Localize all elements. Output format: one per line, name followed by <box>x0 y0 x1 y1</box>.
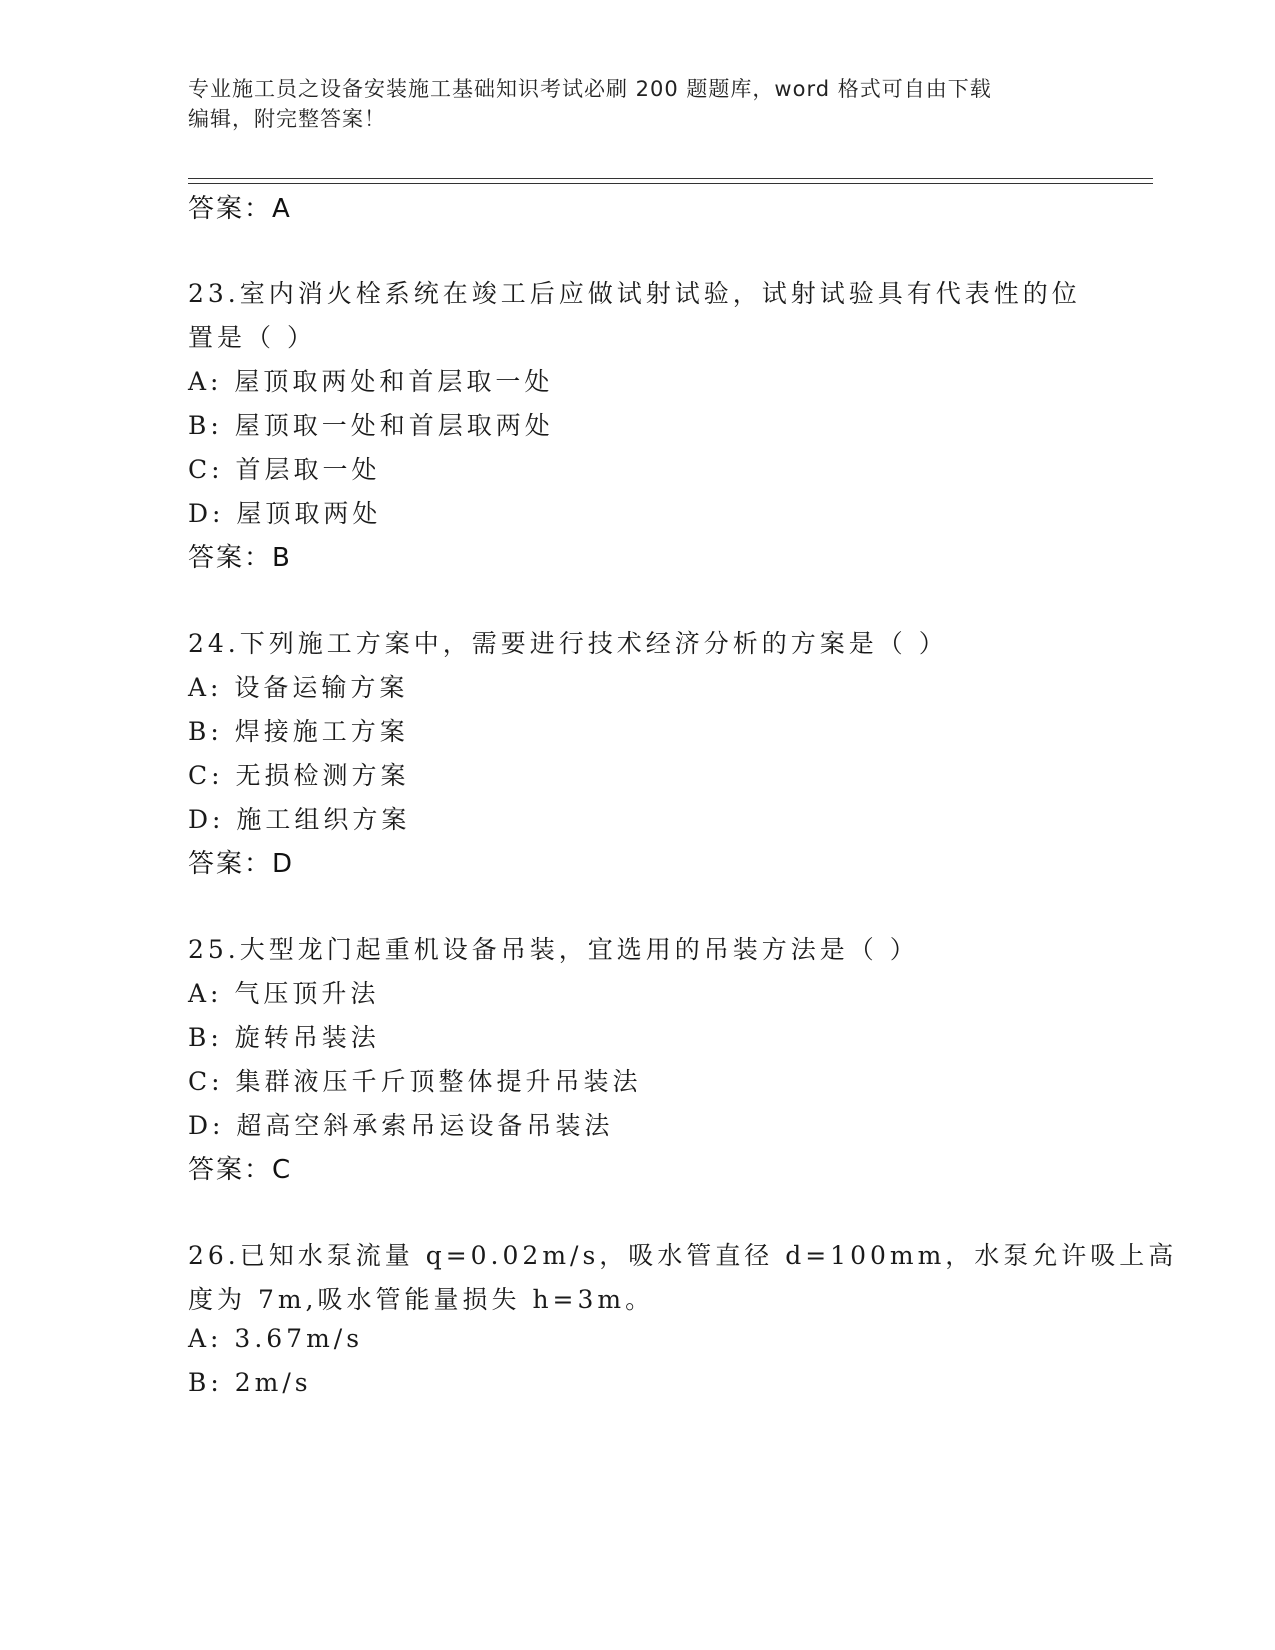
header-line-2: 编辑，附完整答案！ <box>188 107 386 131</box>
document-header <box>188 74 1088 134</box>
question-24-option-a: A: 设备运输方案 <box>188 673 409 702</box>
header-divider-bottom <box>188 183 1153 184</box>
question-23-stem-line-2: 置是（ ） <box>188 323 316 352</box>
question-24-stem-line-1: 24.下列施工方案中，需要进行技术经济分析的方案是（ ） <box>188 629 948 658</box>
question-25-option-b: B: 旋转吊装法 <box>188 1023 380 1052</box>
question-24-option-c: C: 无损检测方案 <box>188 761 410 790</box>
question-25-answer: 答案：C <box>188 1155 293 1185</box>
question-24-option-d: D: 施工组织方案 <box>188 805 411 834</box>
header-line-1: 专业施工员之设备安装施工基础知识考试必刷 200 题题库，word 格式可自由下载 <box>188 77 992 101</box>
question-25-option-c: C: 集群液压千斤顶整体提升吊装法 <box>188 1067 642 1096</box>
answer-previous: 答案：A <box>188 194 292 224</box>
question-23-stem-line-1: 23.室内消火栓系统在竣工后应做试射试验，试射试验具有代表性的位 <box>188 279 1081 308</box>
question-23-option-c: C: 首层取一处 <box>188 455 381 484</box>
question-26-option-b: B: 2m/s <box>188 1368 312 1397</box>
question-25-stem-line-1: 25.大型龙门起重机设备吊装，宜选用的吊装方法是（ ） <box>188 935 919 964</box>
question-25-option-a: A: 气压顶升法 <box>188 979 380 1008</box>
question-23-option-b: B: 屋顶取一处和首层取两处 <box>188 411 554 440</box>
question-26-option-a: A: 3.67m/s <box>188 1324 364 1353</box>
question-24-answer: 答案：D <box>188 849 295 879</box>
question-25-option-d: D: 超高空斜承索吊运设备吊装法 <box>188 1111 614 1140</box>
question-26-stem-line-1: 26.已知水泵流量 q=0.02m/s，吸水管直径 d=100mm，水泵允许吸上高 <box>188 1241 1178 1270</box>
question-23-option-d: D: 屋顶取两处 <box>188 499 382 528</box>
question-23-answer: 答案：B <box>188 543 292 573</box>
question-24-option-b: B: 焊接施工方案 <box>188 717 409 746</box>
header-divider-top <box>188 178 1153 179</box>
question-23-option-a: A: 屋顶取两处和首层取一处 <box>188 367 554 396</box>
question-26-stem-line-2: 度为 7m,吸水管能量损失 h=3m。 <box>188 1285 655 1314</box>
